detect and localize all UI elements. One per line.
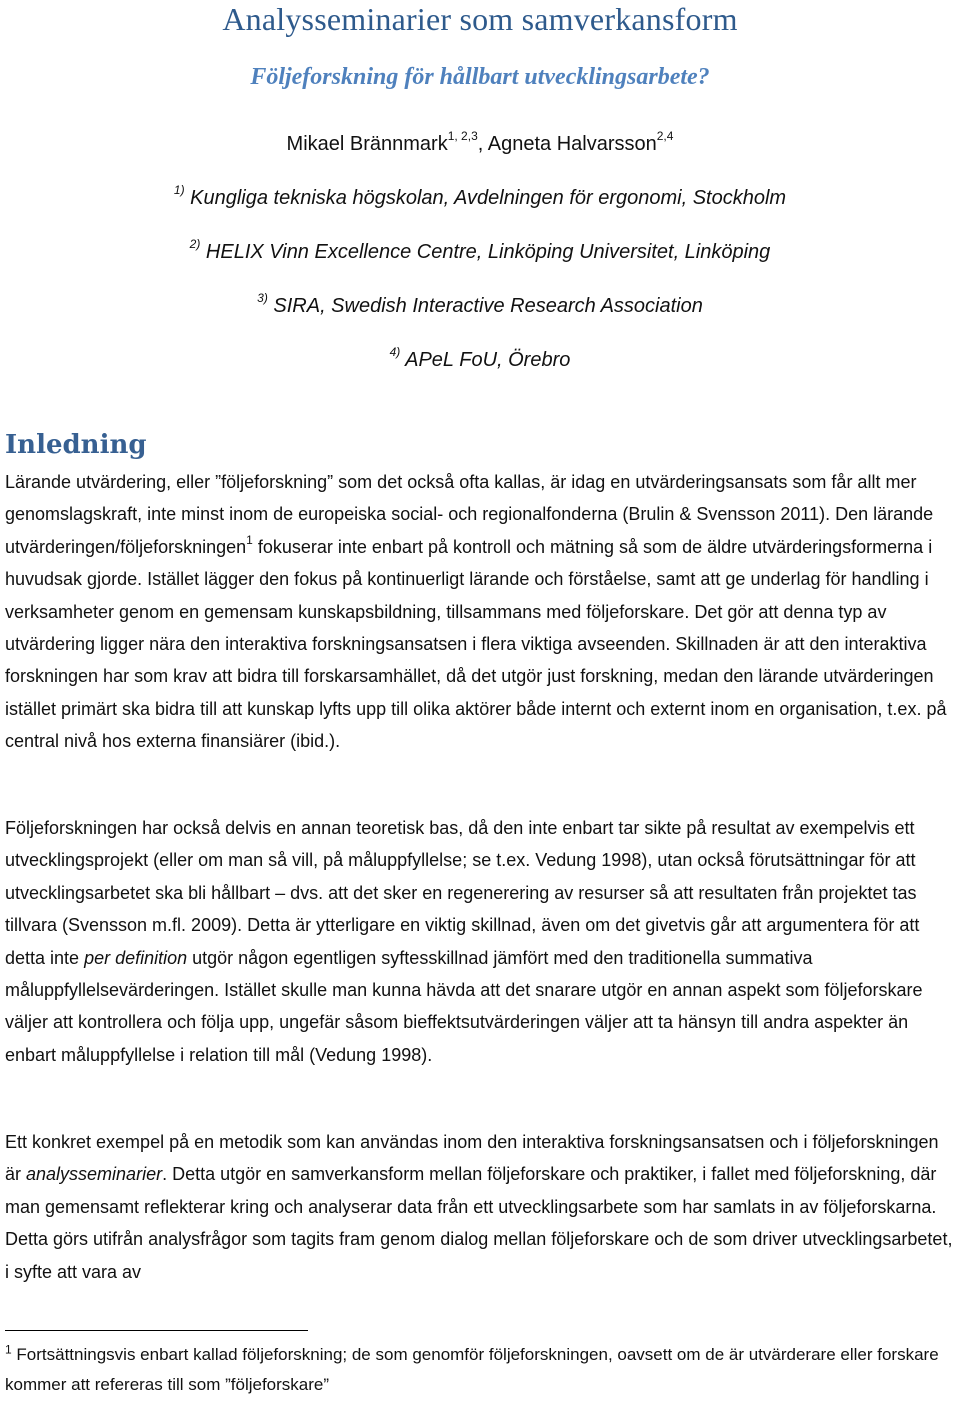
paragraph-2-text-b: utgör någon egentligen syftesskillnad jämfört med den traditionella summativa måluppfyllelsevärderingen. Istället skulle man kunna hävda att det snarare utgör en annan aspekt som följeforskare väljer att kontrollera och följa upp, ungefär såsom bieffektsutvärderingen väljer att ta hänsyn till andra aspekter än enbart måluppfyllelse i relation till mål (Vedung 1998). [5, 947, 923, 1065]
paragraph-2-emphasis: per definition [84, 947, 188, 968]
footnote-marker: 1 [5, 1342, 12, 1357]
footnote-reference[interactable]: 1 [246, 532, 253, 547]
author-line [0, 130, 960, 158]
affiliation-4 [0, 346, 960, 374]
affiliation-text-2: HELIX Vinn Excellence Centre, Linköping Universitet, Linköping [205, 241, 771, 263]
author-separator: , [477, 133, 488, 155]
affiliation-marker-1: 1) [173, 183, 185, 198]
affiliation-marker-4: 4) [389, 345, 401, 360]
body-paragraph-3 [5, 1126, 957, 1288]
affiliation-text-4: APeL FoU, Örebro [405, 349, 571, 371]
affiliation-marker-3: 3) [257, 291, 268, 306]
paragraph-3-text-b: . Detta utgör en samverkansform mellan följeforskare och praktiker, i fallet med följeforskning, där man gemensamt reflekterar kring och analyserar data från ett utvecklingsarbete som har samlats in av följeforskarna. Detta görs utifrån analysfrågor som tagits fram genom dialog mellan följeforskare och de som driver utvecklingsarbetet, i syfte att vara av [5, 1164, 953, 1282]
document-title: Analysseminarier som samverkansform [222, 1, 738, 37]
affiliation-2 [0, 238, 960, 266]
body-paragraph-2 [5, 812, 957, 1071]
affiliation-text-3: SIRA, Swedish Interactive Research Association [273, 295, 703, 317]
paragraph-1-text-a: Lärande utvärdering, eller ”följeforskning” som det också ofta kallas, är idag en utvärderingsansats som får allt mer genomslagskraft, inte minst inom de europeiska social- och regionalfonderna (Brulin & Svensson 2011). Den lärande utvärderingen/följeforskningen [5, 472, 934, 557]
affiliation-1 [0, 184, 960, 212]
paragraph-1-text-b: fokuserar inte enbart på kontroll och mätning så som de äldre utvärderingsformerna i huvudsak gjorde. Istället lägger den fokus på kontinuerligt lärande och förståelse, samt att ge underlag för handling i verksamheter genom en gemensam kunskapsbildning, tillsammans med följeforskare. Det gör att denna typ av utvärdering ligger nära den interaktiva forskningsansatsen i flera viktiga avseenden. Skillnaden är att den interaktiva forskningen har som krav att bidra till forskarsamhället, då det utgör just forskning, medan den lärande utvärderingen istället primärt ska bidra till att kunskap lyfts upp till olika aktörer både internt och externt inom en organisation, t.ex. på central nivå hos externa finansiärer (ibid.). [5, 536, 947, 752]
paragraph-3-text-a: Ett konkret exempel på en metodik som kan användas inom den interaktiva forskningsansatsen och i följeforskningen är [5, 1132, 939, 1185]
paragraph-3-emphasis: analysseminarier [26, 1164, 163, 1185]
author-name-1: Mikael Brännmark [286, 133, 448, 155]
footnote-text: Fortsättningsvis enbart kallad följeforskning; de som genomför följeforskningen, oavsett om de är utvärderare eller forskare kommer att refereras till som ”följeforskare” [5, 1345, 939, 1394]
affiliation-3 [0, 292, 960, 320]
body-paragraph-1 [5, 466, 957, 758]
footnote-separator [5, 1330, 308, 1331]
affiliation-text-1: Kungliga tekniska högskolan, Avdelningen för ergonomi, Stockholm [190, 187, 787, 209]
author-affiliation-marks-2: 2,4 [656, 129, 674, 144]
footnote [5, 1340, 955, 1400]
section-heading: Inledning [5, 430, 147, 460]
author-name-2: Agneta Halvarsson [487, 133, 657, 155]
affiliation-marker-2: 2) [189, 237, 201, 252]
paragraph-2-text-a: Följeforskningen har också delvis en annan teoretisk bas, då den inte enbart tar sikte på resultat av exempelvis ett utvecklingsprojekt (eller om man så vill, på måluppfyllelse; se t.ex. Vedung 1998), utan också förutsättningar för att utvecklingsarbetet ska bli hållbart – dvs. att det sker en regenerering av resurser så att resultaten från projektet tas tillvara (Svensson m.fl. 2009). Detta är ytterligare en viktig skillnad, även om det givetvis går att argumentera för att detta inte [5, 818, 920, 968]
document-subtitle: Följeforskning för hållbart utvecklingsarbete? [250, 64, 710, 90]
author-affiliation-marks-1: 1, 2,3 [447, 129, 478, 144]
